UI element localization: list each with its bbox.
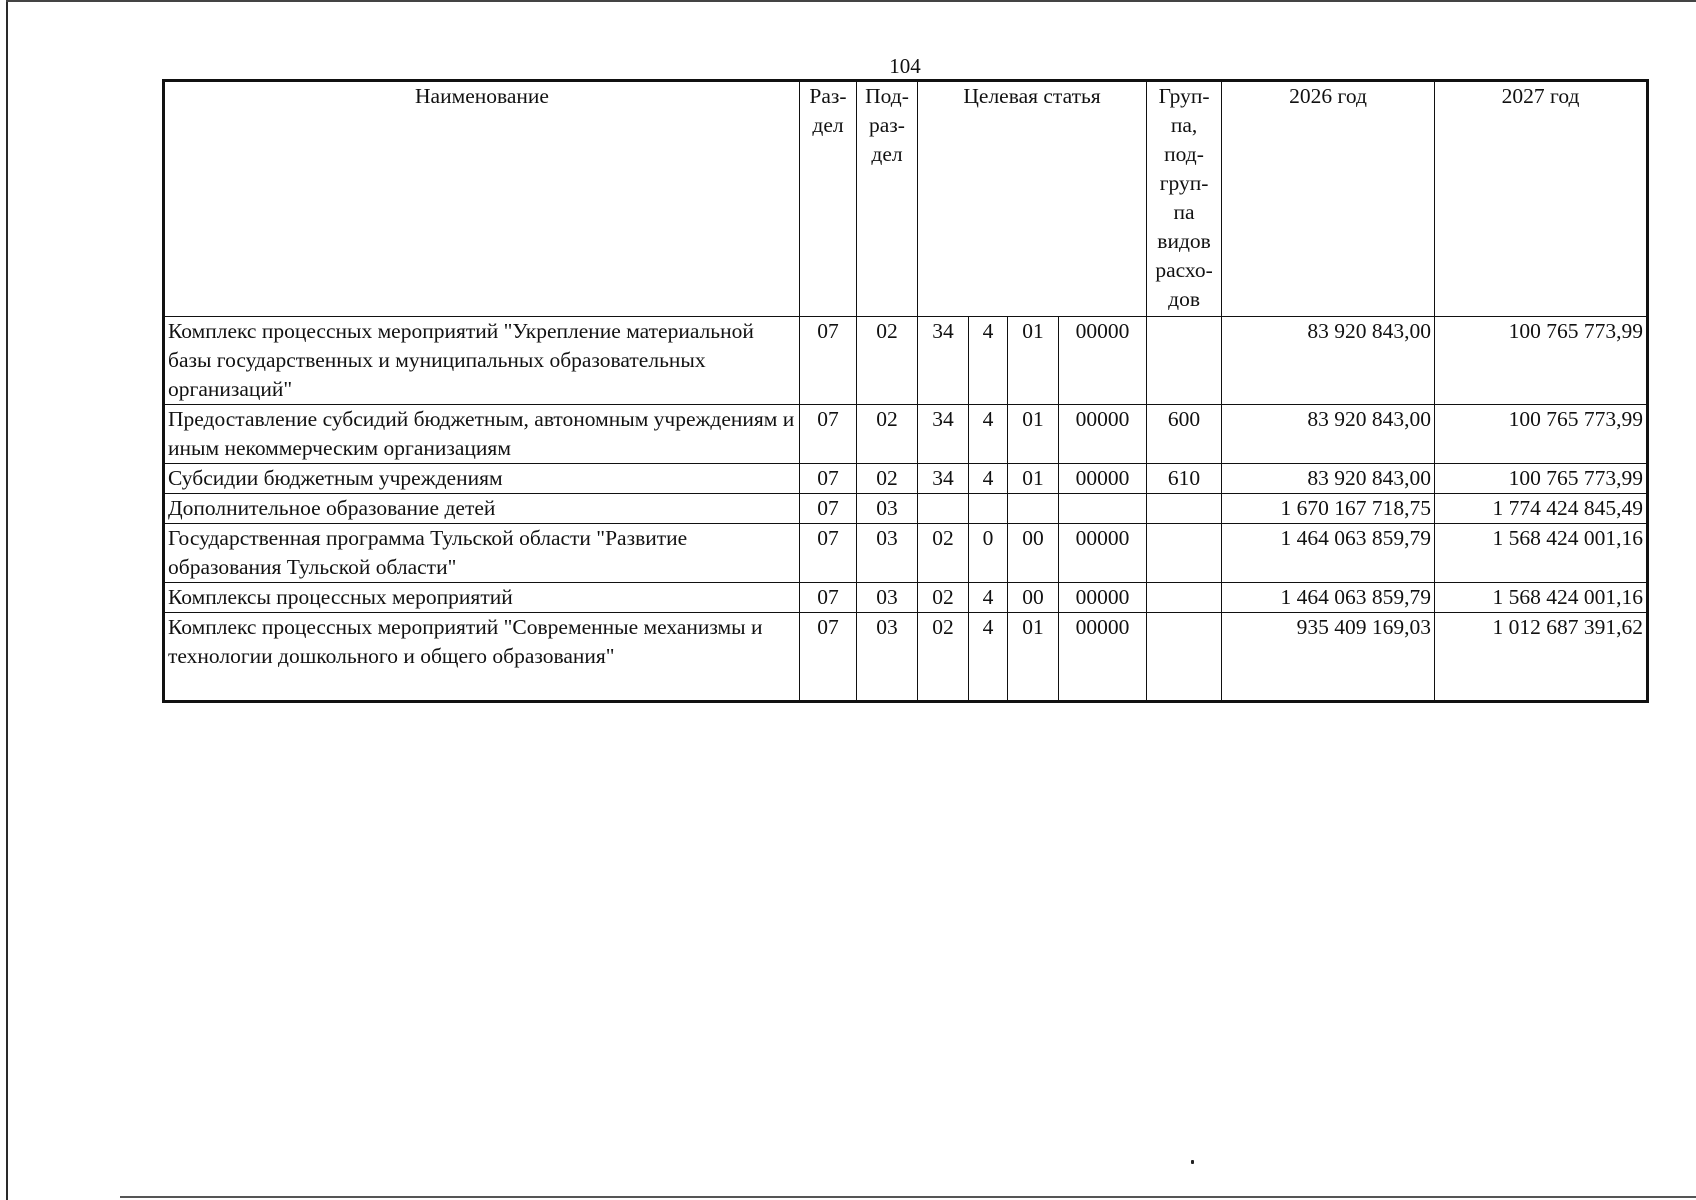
row-name: Комплекс процессных мероприятий "Современные механизмы и технологии дошкольного и общего образования" — [164, 613, 800, 702]
header-group-line: под- — [1164, 142, 1204, 166]
row-target-direction: 00000 — [1059, 317, 1147, 405]
row-razdel: 07 — [800, 613, 857, 702]
header-podrazdel — [857, 81, 918, 317]
row-group — [1147, 613, 1222, 702]
row-group — [1147, 583, 1222, 613]
row-target-complex: 00 — [1008, 524, 1059, 583]
row-podrazdel: 02 — [857, 464, 918, 494]
row-target-direction: 00000 — [1059, 524, 1147, 583]
row-amount-2026: 935 409 169,03 — [1222, 613, 1435, 702]
row-target-type: 4 — [969, 317, 1008, 405]
row-name: Субсидии бюджетным учреждениям — [164, 464, 800, 494]
page-number: 104 — [889, 54, 921, 78]
row-target-complex — [1008, 494, 1059, 524]
header-podrazdel-line: дел — [871, 142, 903, 166]
row-amount-2027: 1 568 424 001,16 — [1435, 583, 1648, 613]
row-amount-2026: 83 920 843,00 — [1222, 405, 1435, 464]
row-amount-2026: 83 920 843,00 — [1222, 317, 1435, 405]
row-target-complex: 00 — [1008, 583, 1059, 613]
header-group-line: Груп- — [1158, 84, 1210, 108]
row-name: Дополнительное образование детей — [164, 494, 800, 524]
row-amount-2026: 1 464 063 859,79 — [1222, 583, 1435, 613]
row-group: 610 — [1147, 464, 1222, 494]
row-podrazdel: 03 — [857, 524, 918, 583]
row-name: Государственная программа Тульской области "Развитие образования Тульской области" — [164, 524, 800, 583]
header-group-line: па — [1173, 200, 1195, 224]
header-row — [164, 81, 1648, 317]
row-amount-2027: 100 765 773,99 — [1435, 405, 1648, 464]
row-target-direction: 00000 — [1059, 405, 1147, 464]
row-razdel: 07 — [800, 405, 857, 464]
header-group-line: груп- — [1159, 171, 1209, 195]
scan-edge-top — [6, 0, 1696, 2]
row-amount-2027: 1 012 687 391,62 — [1435, 613, 1648, 702]
table-row — [164, 524, 1648, 583]
row-podrazdel: 03 — [857, 613, 918, 702]
header-year-2027: 2027 год — [1435, 81, 1648, 317]
row-target-program: 02 — [918, 613, 969, 702]
row-razdel: 07 — [800, 494, 857, 524]
row-amount-2026: 1 464 063 859,79 — [1222, 524, 1435, 583]
row-amount-2026: 83 920 843,00 — [1222, 464, 1435, 494]
row-group — [1147, 524, 1222, 583]
scan-speck — [1191, 1160, 1194, 1164]
row-name: Предоставление субсидий бюджетным, автономным учреждениям и иным некоммерческим организациям — [164, 405, 800, 464]
row-podrazdel: 02 — [857, 405, 918, 464]
row-target-type: 4 — [969, 464, 1008, 494]
table-row — [164, 317, 1648, 405]
row-target-type: 4 — [969, 405, 1008, 464]
row-amount-2027: 100 765 773,99 — [1435, 317, 1648, 405]
row-target-complex: 01 — [1008, 464, 1059, 494]
header-podrazdel-line: раз- — [869, 113, 905, 137]
row-target-program: 02 — [918, 583, 969, 613]
row-group — [1147, 494, 1222, 524]
row-target-program: 02 — [918, 524, 969, 583]
row-target-complex: 01 — [1008, 405, 1059, 464]
row-target-type — [969, 494, 1008, 524]
row-razdel: 07 — [800, 317, 857, 405]
table-row — [164, 405, 1648, 464]
row-amount-2027: 1 774 424 845,49 — [1435, 494, 1648, 524]
row-target-program: 34 — [918, 317, 969, 405]
header-razdel-line: дел — [812, 113, 844, 137]
row-name: Комплекс процессных мероприятий "Укрепление материальной базы государственных и муниципальных образовательных организаций" — [164, 317, 800, 405]
row-razdel: 07 — [800, 583, 857, 613]
row-group: 600 — [1147, 405, 1222, 464]
row-amount-2027: 100 765 773,99 — [1435, 464, 1648, 494]
scan-edge-left — [6, 0, 8, 1200]
table-row — [164, 613, 1648, 702]
row-group — [1147, 317, 1222, 405]
row-razdel: 07 — [800, 524, 857, 583]
scan-edge-bottom — [120, 1196, 1696, 1198]
row-target-direction: 00000 — [1059, 464, 1147, 494]
row-target-program — [918, 494, 969, 524]
row-target-complex: 01 — [1008, 613, 1059, 702]
row-podrazdel: 03 — [857, 583, 918, 613]
row-target-type: 4 — [969, 583, 1008, 613]
table-row — [164, 464, 1648, 494]
header-name: Наименование — [164, 81, 800, 317]
row-target-direction — [1059, 494, 1147, 524]
header-group-line: расхо- — [1155, 258, 1213, 282]
row-podrazdel: 03 — [857, 494, 918, 524]
row-razdel: 07 — [800, 464, 857, 494]
row-amount-2027: 1 568 424 001,16 — [1435, 524, 1648, 583]
row-target-direction: 00000 — [1059, 583, 1147, 613]
row-target-complex: 01 — [1008, 317, 1059, 405]
header-podrazdel-line: Под- — [865, 84, 909, 108]
row-target-type: 0 — [969, 524, 1008, 583]
table-row — [164, 494, 1648, 524]
header-group-line: дов — [1168, 287, 1200, 311]
row-target-program: 34 — [918, 405, 969, 464]
row-target-direction: 00000 — [1059, 613, 1147, 702]
row-podrazdel: 02 — [857, 317, 918, 405]
row-target-type: 4 — [969, 613, 1008, 702]
header-group — [1147, 81, 1222, 317]
row-name: Комплексы процессных мероприятий — [164, 583, 800, 613]
row-target-program: 34 — [918, 464, 969, 494]
header-group-line: па, — [1170, 113, 1198, 137]
header-razdel — [800, 81, 857, 317]
table-row — [164, 583, 1648, 613]
row-amount-2026: 1 670 167 718,75 — [1222, 494, 1435, 524]
header-year-2026: 2026 год — [1222, 81, 1435, 317]
header-group-line: видов — [1157, 229, 1211, 253]
budget-table — [162, 79, 1649, 703]
header-razdel-line: Раз- — [809, 84, 847, 108]
header-target-article: Целевая статья — [918, 81, 1147, 317]
